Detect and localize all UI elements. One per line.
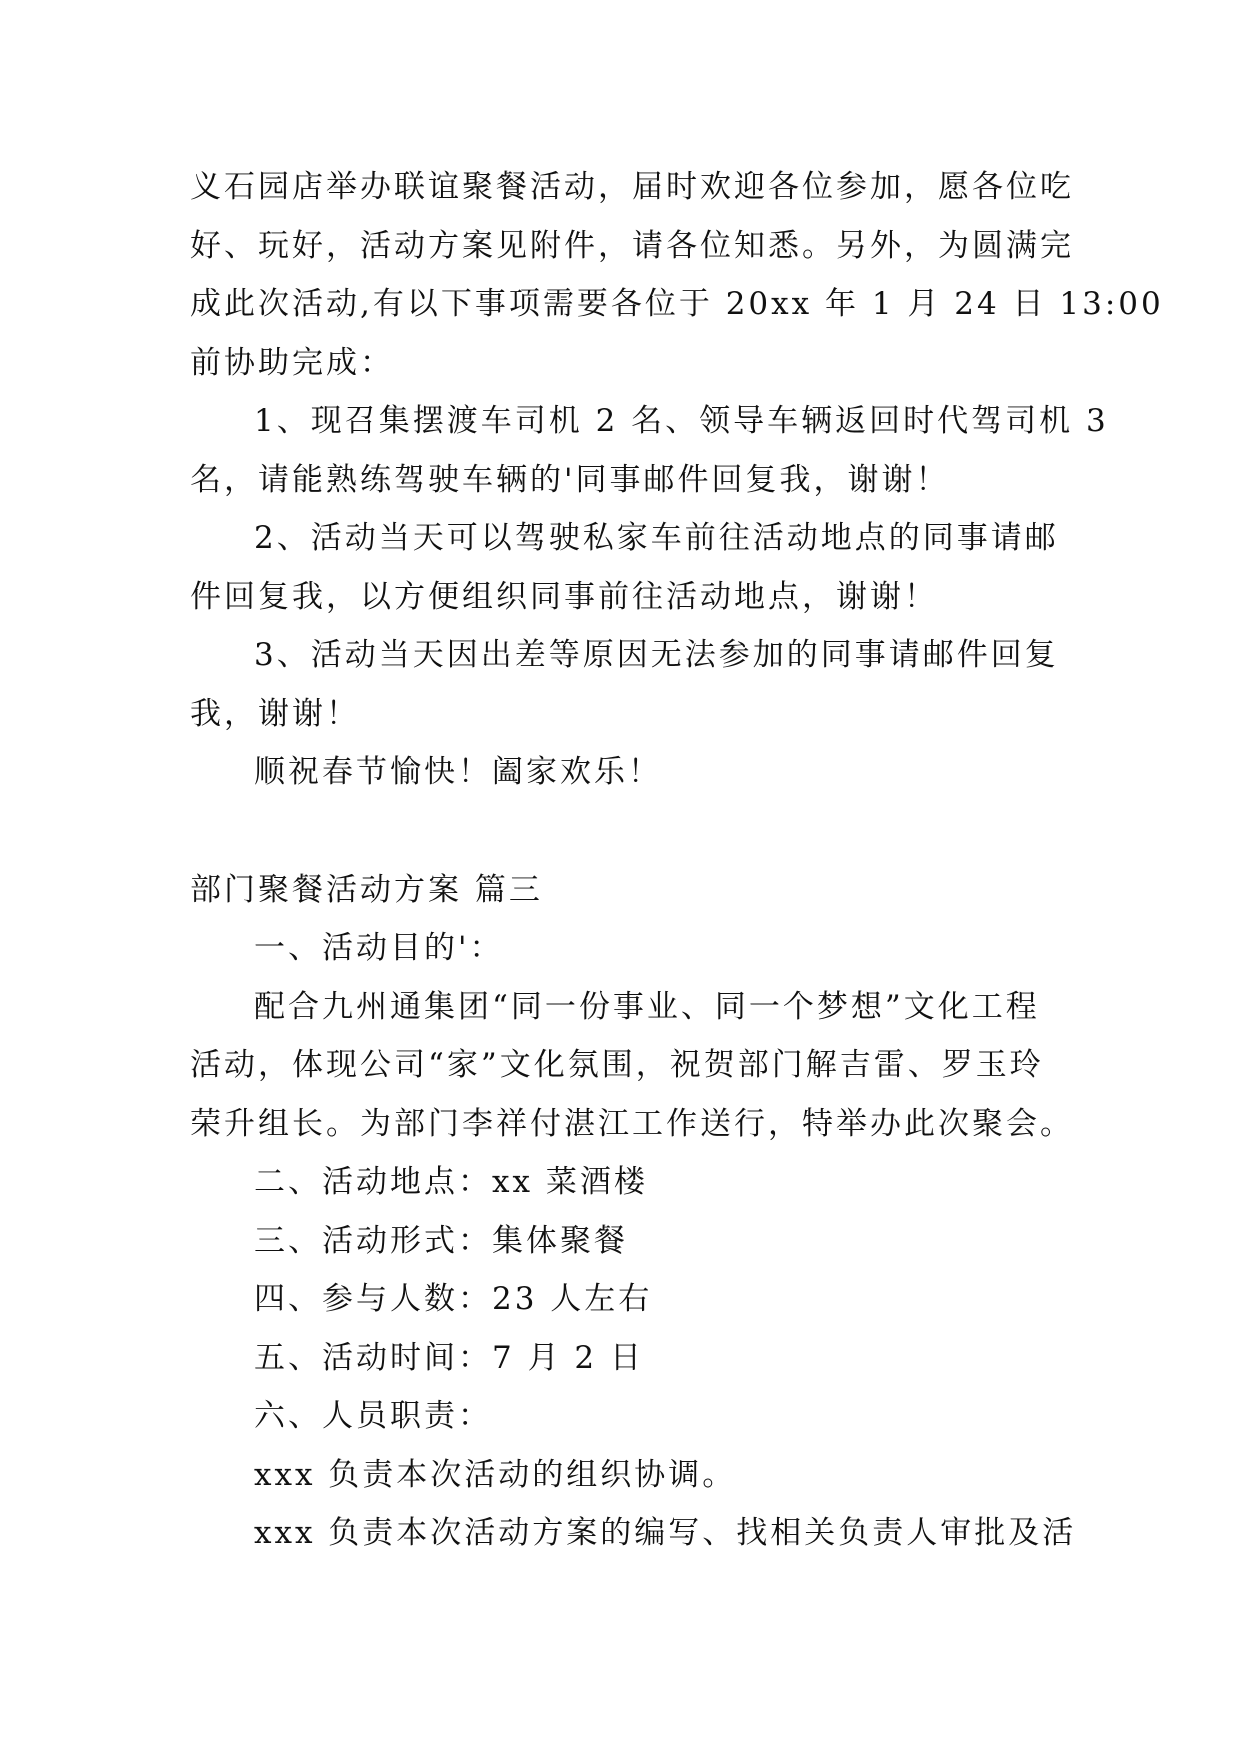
section-item-duties: 六、人员职责：: [254, 1398, 492, 1434]
paragraph-line: 件回复我，以方便组织同事前往活动地点，谢谢！: [190, 578, 938, 615]
section-gap: [190, 802, 1070, 861]
section-item-time: 五、活动时间：7 月 2 日: [254, 1339, 645, 1376]
paragraph-line: 义石园店举办联谊聚餐活动，届时欢迎各位参加，愿各位吃: [190, 169, 1074, 205]
duty-line: xxx 负责本次活动方案的编写、找相关负责人审批及活: [254, 1515, 1077, 1551]
section-item-purpose: 一、活动目的'：: [254, 930, 504, 966]
paragraph-line: 我，谢谢！: [190, 695, 360, 732]
paragraph-line: 配合九州通集团“同一份事业、同一个梦想”文化工程: [254, 988, 1040, 1025]
list-item-2: 2、活动当天可以驾驶私家车前往活动地点的同事请邮: [254, 520, 1059, 556]
list-item-3: 3、活动当天因出差等原因无法参加的同事请邮件回复: [254, 637, 1059, 673]
document-body: [190, 158, 1164, 1563]
section-item-location: 二、活动地点：xx 菜酒楼: [254, 1164, 648, 1200]
paragraph-line: 前协助完成：: [190, 344, 394, 381]
section-item-form: 三、活动形式：集体聚餐: [254, 1222, 628, 1259]
duty-line: xxx 负责本次活动的组织协调。: [254, 1456, 737, 1493]
section-item-participants: 四、参与人数：23 人左右: [254, 1281, 653, 1317]
paragraph-line: 荣升组长。为部门李祥付湛江工作送行，特举办此次聚会。: [190, 1105, 1074, 1142]
section-heading: 部门聚餐活动方案 篇三: [190, 871, 543, 908]
paragraph-line: 成此次活动,有以下事项需要各位于 20xx 年 1 月 24 日 13:00: [190, 286, 1164, 322]
list-item-1: 1、现召集摆渡车司机 2 名、领导车辆返回时代驾司机 3: [254, 403, 1109, 439]
closing-greeting: 顺祝春节愉快！阖家欢乐！: [254, 754, 662, 790]
paragraph-line: 好、玩好，活动方案见附件，请各位知悉。另外，为圆满完: [190, 227, 1074, 264]
paragraph-line: 活动，体现公司“家”文化氛围，祝贺部门解吉雷、罗玉玲: [190, 1047, 1044, 1083]
paragraph-line: 名，请能熟练驾驶车辆的'同事邮件回复我，谢谢！: [190, 461, 950, 498]
